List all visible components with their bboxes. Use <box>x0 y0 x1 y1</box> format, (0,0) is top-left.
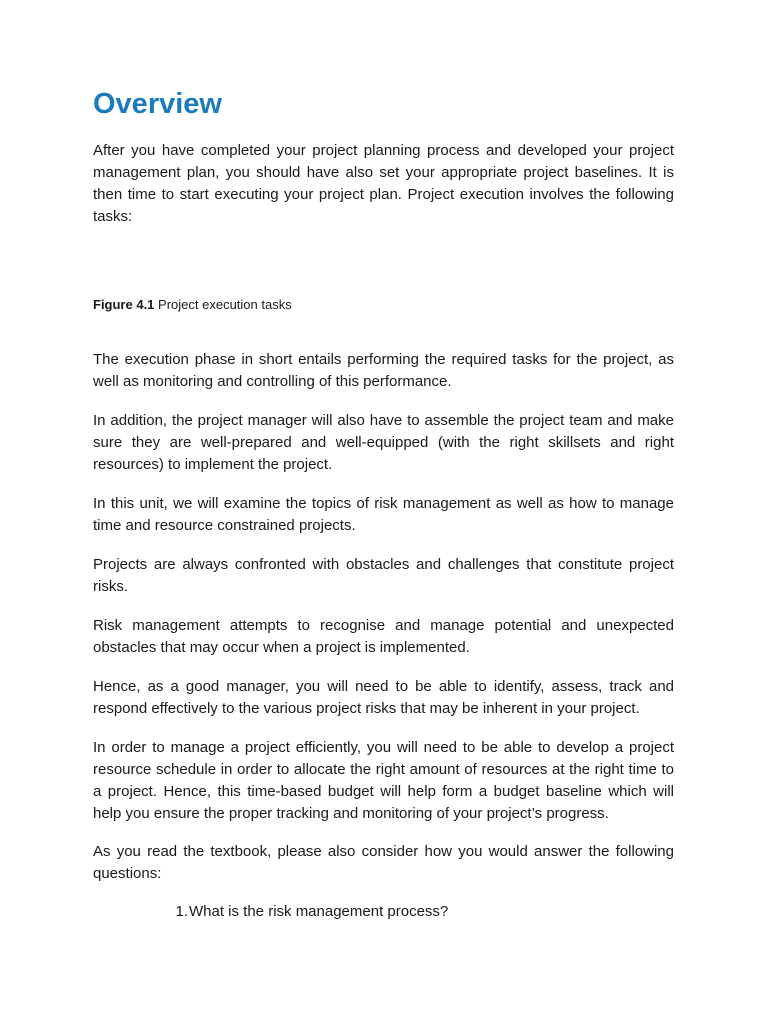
intro-paragraph: After you have completed your project planning process and developed your project management plan, you should have also set your appropriate project baselines. It is then time to start executing your project plan. Project execution involves the following tasks: <box>93 142 674 225</box>
paragraph-textbook-questions: As you read the textbook, please also consider how you would answer the following questions: <box>93 843 674 882</box>
figure-caption <box>93 296 292 314</box>
question-number: 1. <box>175 903 188 920</box>
figure-caption-label: Figure 4.1 <box>93 297 155 312</box>
paragraph-project-risks: Projects are always confronted with obstacles and challenges that constitute project risks. <box>93 556 674 595</box>
page-title: Overview <box>93 88 222 120</box>
paragraph-unit-topics: In this unit, we will examine the topics of risk management as well as how to manage time and resource constrained projects. <box>93 495 674 534</box>
question-list-item <box>173 901 448 923</box>
paragraph-risk-management: Risk management attempts to recognise and manage potential and unexpected obstacles that may occur when a project is implemented. <box>93 617 674 656</box>
paragraph-resource-schedule: In order to manage a project efficiently, you will need to be able to develop a project resource schedule in order to allocate the right amount of resources at the right time to a project. Hence, this time-based budget will help form a budget baseline which will help you ensure the proper tracking and monitoring of your project’s progress. <box>93 739 674 822</box>
paragraph-good-manager: Hence, as a good manager, you will need to be able to identify, assess, track and respond effectively to the various project risks that may be inherent in your project. <box>93 678 674 717</box>
paragraph-execution-phase: The execution phase in short entails performing the required tasks for the project, as well as monitoring and controlling of this performance. <box>93 351 674 390</box>
paragraph-project-team: In addition, the project manager will also have to assemble the project team and make sure they are well-prepared and well-equipped (with the right skillsets and right resources) to implement the project. <box>93 412 674 473</box>
question-text: What is the risk management process? <box>189 903 449 920</box>
figure-caption-text: Project execution tasks <box>158 297 292 312</box>
